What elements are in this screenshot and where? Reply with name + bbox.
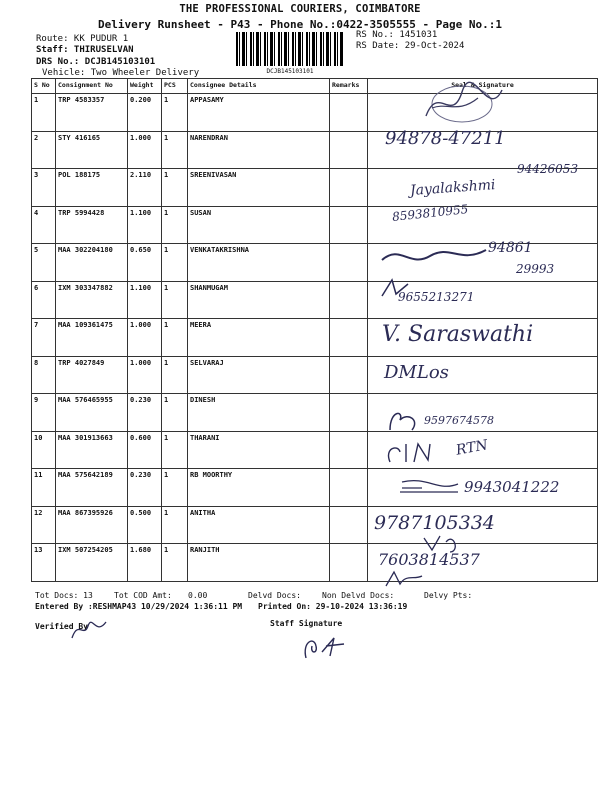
cell-remarks	[330, 206, 368, 244]
handwriting-row11: 9943041222	[464, 478, 560, 496]
cell-remarks	[330, 94, 368, 132]
cell-weight: 1.000	[128, 356, 162, 394]
handwriting-row6: 9655213271	[398, 290, 475, 304]
cell-pcs: 1	[162, 94, 188, 132]
signature-row5	[380, 242, 490, 270]
cell-weight: 0.230	[128, 469, 162, 507]
cell-weight: 1.000	[128, 319, 162, 357]
cell-consignee: DINESH	[188, 394, 330, 432]
vehicle-label: Vehicle: Two Wheeler Delivery	[42, 68, 200, 78]
printed-on: Printed On: 29-10-2024 13:36:19	[258, 602, 408, 611]
cell-sno: 11	[32, 469, 56, 507]
cell-consignee: THARANI	[188, 431, 330, 469]
signature-row13	[384, 570, 424, 588]
cell-sno: 10	[32, 431, 56, 469]
cell-consignee: SREENIVASAN	[188, 169, 330, 207]
cell-consignee: RB MOORTHY	[188, 469, 330, 507]
cell-remarks	[330, 431, 368, 469]
col-signature: Seal & Signature	[368, 79, 598, 94]
runsheet-title: Delivery Runsheet - P43 - Phone No.:0422-3505555 - Page No.:1	[98, 18, 502, 31]
cell-sno: 5	[32, 244, 56, 282]
table-header-row	[32, 79, 598, 94]
cell-consignee: NARENDRAN	[188, 131, 330, 169]
cell-pcs: 1	[162, 394, 188, 432]
total-cod-label: Tot COD Amt:	[114, 591, 172, 600]
seal-stamp	[418, 80, 508, 128]
cell-consignee: ANITHA	[188, 506, 330, 544]
cell-consignment: MAA 575642189	[56, 469, 128, 507]
barcode-number: DCJB145103101	[266, 68, 314, 75]
barcode	[236, 32, 344, 66]
cell-pcs: 1	[162, 469, 188, 507]
cell-sno: 4	[32, 206, 56, 244]
table-row	[32, 131, 598, 169]
table-row	[32, 356, 598, 394]
cell-consignee: SHANMUGAM	[188, 281, 330, 319]
cell-weight: 0.200	[128, 94, 162, 132]
cell-consignee: VENKATAKRISHNA	[188, 244, 330, 282]
cell-consignee: MEERA	[188, 319, 330, 357]
cell-weight: 0.500	[128, 506, 162, 544]
cell-remarks	[330, 244, 368, 282]
rs-date: RS Date: 29-Oct-2024	[356, 41, 465, 51]
cell-sno: 7	[32, 319, 56, 357]
cell-consignment: POL 188175	[56, 169, 128, 207]
cell-consignment: MAA 301913663	[56, 431, 128, 469]
cell-weight: 2.110	[128, 169, 162, 207]
table-row	[32, 506, 598, 544]
handwriting-row4: 8593810955	[391, 202, 469, 224]
cell-remarks	[330, 319, 368, 357]
staff-signature-label: Staff Signature	[270, 619, 343, 628]
cell-consignment: TRP 5994428	[56, 206, 128, 244]
cell-pcs: 1	[162, 281, 188, 319]
cell-consignment: IXM 303347882	[56, 281, 128, 319]
cell-consignment: TRP 4027849	[56, 356, 128, 394]
handwriting-row9: 9597674578	[424, 414, 494, 427]
drs-number	[36, 57, 155, 67]
table-row	[32, 281, 598, 319]
cell-pcs: 1	[162, 206, 188, 244]
delivered-docs: Delvd Docs:	[248, 591, 301, 600]
handwriting-row10: RTN	[454, 437, 490, 459]
total-cod-value: 0.00	[188, 591, 208, 600]
cell-weight: 1.100	[128, 206, 162, 244]
total-docs: Tot Docs: 13	[35, 591, 93, 600]
staff-signature	[300, 632, 350, 662]
cell-consignment: MAA 109361475	[56, 319, 128, 357]
col-consignment: Consignment No	[56, 79, 128, 94]
signature-row11	[398, 474, 462, 496]
table-row	[32, 94, 598, 132]
cell-sno: 12	[32, 506, 56, 544]
cell-sno: 6	[32, 281, 56, 319]
cell-consignment: TRP 4583357	[56, 94, 128, 132]
table-row	[32, 206, 598, 244]
handwriting-row7: V. Saraswathi	[382, 322, 534, 347]
col-consignee: Consignee Details	[188, 79, 330, 94]
cell-remarks	[330, 131, 368, 169]
drs-label: DRS No.:	[36, 57, 80, 67]
cell-sno: 1	[32, 94, 56, 132]
cell-pcs: 1	[162, 319, 188, 357]
table-row	[32, 431, 598, 469]
staff-label: Staff: THIRUSELVAN	[36, 45, 134, 55]
cell-weight: 1.680	[128, 544, 162, 582]
signature-row6	[380, 278, 410, 300]
non-delivered-docs: Non Delvd Docs:	[322, 591, 395, 600]
cell-remarks	[330, 281, 368, 319]
cell-consignment: STY 416165	[56, 131, 128, 169]
delivery-points: Delvy Pts:	[424, 591, 473, 600]
col-weight: Weight	[128, 79, 162, 94]
cell-weight: 0.650	[128, 244, 162, 282]
cell-sno: 13	[32, 544, 56, 582]
table-row	[32, 544, 598, 582]
cell-pcs: 1	[162, 356, 188, 394]
cell-consignee: APPASAMY	[188, 94, 330, 132]
cell-pcs: 1	[162, 169, 188, 207]
cell-sno: 2	[32, 131, 56, 169]
cell-weight: 0.230	[128, 394, 162, 432]
cell-remarks	[330, 544, 368, 582]
handwriting-row3-name: Jayalakshmi	[409, 177, 496, 199]
cell-pcs: 1	[162, 131, 188, 169]
company-title: THE PROFESSIONAL COURIERS, COIMBATORE	[179, 3, 421, 15]
cell-consignment: IXM 507254205	[56, 544, 128, 582]
route-label: Route: KK PUDUR 1	[36, 34, 129, 44]
handwriting-row5-b: 29993	[516, 262, 555, 276]
signature-row10	[384, 438, 434, 468]
cell-consignee: SELVARAJ	[188, 356, 330, 394]
handwriting-row8: DMLos	[384, 362, 449, 383]
handwriting-row12: 9787105334	[374, 512, 495, 534]
cell-sno: 8	[32, 356, 56, 394]
handwriting-row5-a: 94861	[488, 240, 533, 256]
cell-weight: 0.600	[128, 431, 162, 469]
col-remarks: Remarks	[330, 79, 368, 94]
cell-remarks	[330, 506, 368, 544]
cell-sno: 3	[32, 169, 56, 207]
cell-sno: 9	[32, 394, 56, 432]
table-row	[32, 394, 598, 432]
handwriting-row3-phone: 94426053	[517, 162, 579, 176]
cell-remarks	[330, 394, 368, 432]
drs-value: DCJB145103101	[84, 57, 156, 67]
rs-number: RS No.: 1451031	[356, 30, 438, 40]
cell-pcs: 1	[162, 506, 188, 544]
handwriting-row2: 94878-47211	[385, 128, 506, 149]
verified-signature	[70, 618, 110, 642]
col-pcs: PCS	[162, 79, 188, 94]
cell-consignee: SUSAN	[188, 206, 330, 244]
cell-consignee: RANJITH	[188, 544, 330, 582]
handwriting-row13: 7603814537	[378, 550, 480, 569]
cell-weight: 1.100	[128, 281, 162, 319]
verified-by-label: Verified By	[35, 622, 88, 631]
cell-pcs: 1	[162, 431, 188, 469]
cell-pcs: 1	[162, 544, 188, 582]
cell-remarks	[330, 356, 368, 394]
cell-consignment: MAA 867395926	[56, 506, 128, 544]
cell-remarks	[330, 469, 368, 507]
entered-by: Entered By :RESHMAP43 10/29/2024 1:36:11 PM	[35, 602, 243, 611]
cell-pcs: 1	[162, 244, 188, 282]
cell-consignment: MAA 302204180	[56, 244, 128, 282]
signature-row9	[386, 406, 426, 434]
col-sno: S No	[32, 79, 56, 94]
cell-consignment: MAA 576465955	[56, 394, 128, 432]
cell-weight: 1.000	[128, 131, 162, 169]
cell-remarks	[330, 169, 368, 207]
table-row	[32, 169, 598, 207]
